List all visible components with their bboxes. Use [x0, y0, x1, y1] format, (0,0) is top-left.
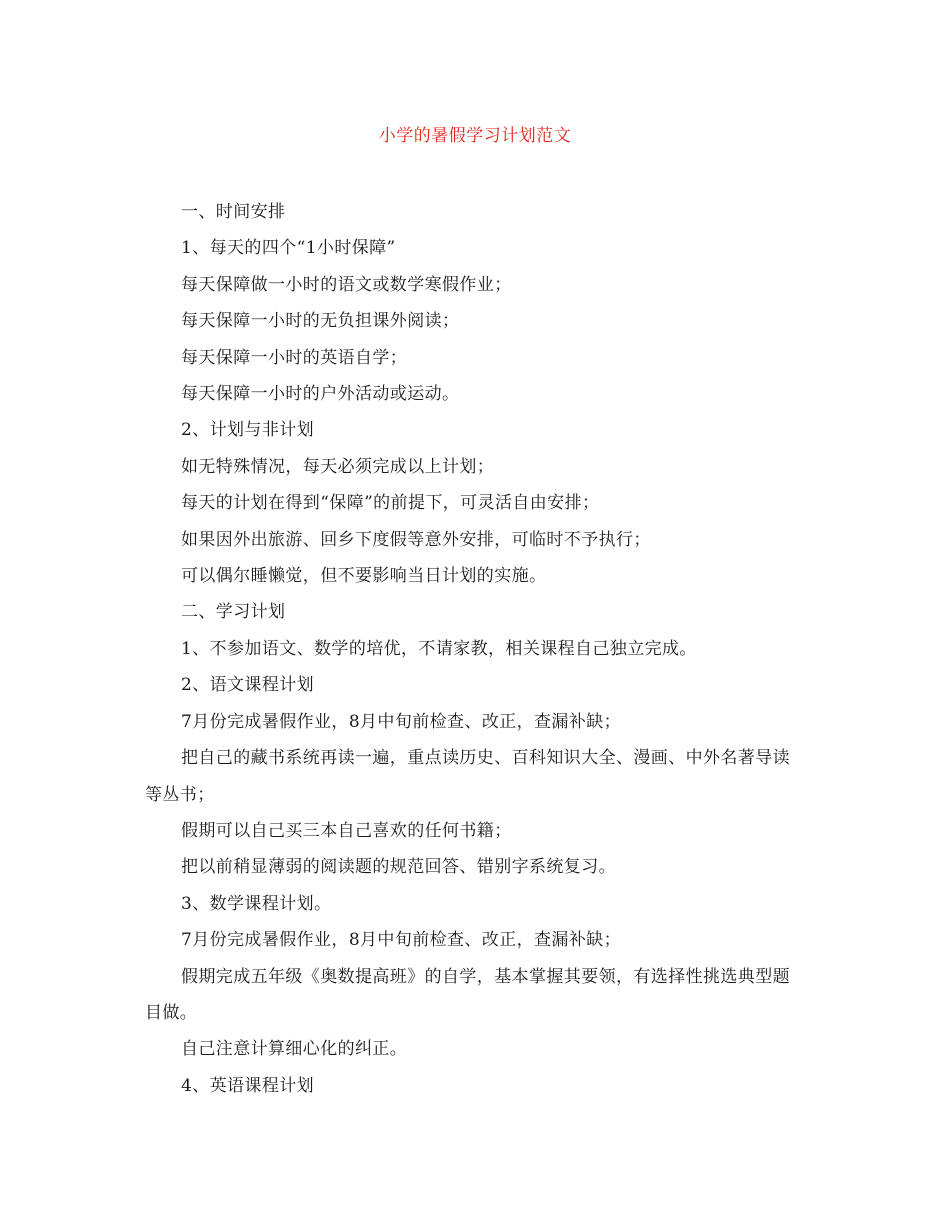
subheading-chinese-plan: 2、语文课程计划 — [181, 675, 315, 696]
paragraph: 每天的计划在得到“保障”的前提下，可灵活自由安排； — [181, 493, 600, 514]
section-heading-study-plan: 二、学习计划 — [181, 602, 286, 623]
paragraph: 自己注意计算细心化的纠正。 — [181, 1039, 408, 1060]
paragraph: 假期可以自己买三本自己喜欢的任何书籍； — [181, 820, 512, 841]
paragraph: 7月份完成暑假作业，8月中旬前检查、改正，查漏补缺； — [181, 711, 622, 732]
subheading-daily-guarantees: 1、每天的四个“1小时保障” — [181, 238, 396, 259]
paragraph: 每天保障做一小时的语文或数学寒假作业； — [181, 274, 512, 295]
subheading-english-plan: 4、英语课程计划 — [181, 1075, 315, 1096]
subheading-plan-and-non-plan: 2、计划与非计划 — [181, 420, 315, 441]
paragraph: 把以前稍显薄弱的阅读题的规范回答、错别字系统复习。 — [181, 857, 616, 878]
paragraph: 7月份完成暑假作业，8月中旬前检查、改正，查漏补缺； — [181, 930, 622, 951]
document-body — [145, 194, 805, 1104]
paragraph: 每天保障一小时的户外活动或运动。 — [181, 384, 460, 405]
paragraph: 把自己的藏书系统再读一遍，重点读历史、百科知识大全、漫画、中外名著导读等丛书； — [145, 748, 790, 805]
paragraph: 如果因外出旅游、回乡下度假等意外安排，可临时不予执行； — [181, 529, 651, 550]
paragraph: 1、不参加语文、数学的培优，不请家教，相关课程自己独立完成。 — [181, 638, 697, 659]
paragraph: 每天保障一小时的英语自学； — [181, 347, 408, 368]
paragraph: 如无特殊情况，每天必须完成以上计划； — [181, 456, 495, 477]
document-title: 小学的暑假学习计划范文 — [378, 126, 572, 146]
paragraph: 每天保障一小时的无负担课外阅读； — [181, 311, 460, 332]
paragraph: 假期完成五年级《奥数提高班》的自学，基本掌握其要领，有选择性挑选典型题目做。 — [145, 966, 790, 1023]
subheading-math-plan: 3、数学课程计划。 — [181, 893, 332, 914]
section-heading-time-arrangement: 一、时间安排 — [181, 202, 286, 222]
paragraph: 可以偶尔睡懒觉，但不要影响当日计划的实施。 — [181, 566, 547, 587]
